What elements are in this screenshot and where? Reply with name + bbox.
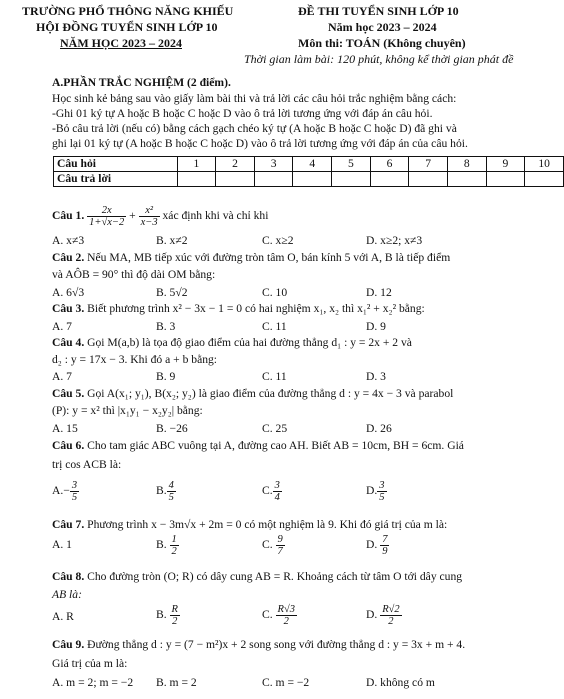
question-6: Câu 6. Cho tam giác ABC vuông tại A, đường cao AH. Biết AB = 10cm, BH = 6cm. Giá <box>52 439 464 452</box>
option-b: B. x≠2 <box>156 234 188 247</box>
question-8-line2: AB là: <box>52 588 82 601</box>
answer-cell <box>525 171 564 186</box>
option-a: A. 1 <box>52 538 72 551</box>
option-b: B. 5√2 <box>156 286 188 299</box>
answer-cell <box>293 171 332 186</box>
option-a: A. R <box>52 610 74 623</box>
question-9-line2: Giá trị của m là: <box>52 657 128 670</box>
question-7: Câu 7. Phương trình x − 3m√x + 2m = 0 có một nghiệm là 9. Khi đó giá trị của m là: <box>52 518 448 531</box>
option-a: A. 6√3 <box>52 286 85 299</box>
option-a: A. m = 2; m = −2 <box>52 676 134 689</box>
option-d: D. $\frac{R√2}{2}$ <box>366 604 400 628</box>
option-c: C. $\frac{3}{4}$ <box>262 480 280 504</box>
table-number: 6 <box>370 157 409 172</box>
table-number: 2 <box>216 157 255 172</box>
answer-table-header-row <box>54 157 564 172</box>
option-b: B. $\frac{4}{5}$ <box>156 480 174 504</box>
question-5: Câu 5. Gọi A(x₁; y₁), B(x₂; y₂) là giao điểm của đường thẳng d : y = 4x − 3 và parabol <box>52 387 454 400</box>
option-d: D. x≥2; x≠3 <box>366 234 423 247</box>
option-d: D. 9 <box>366 320 386 333</box>
option-d: D. 26 <box>366 422 392 435</box>
option-d: D. không có m <box>366 676 435 689</box>
option-c: C. 11 <box>262 320 287 333</box>
option-d: D. $\frac{3}{5}$ <box>366 480 385 504</box>
answer-cell <box>409 171 448 186</box>
table-label-question: Câu hỏi <box>54 157 178 172</box>
instruction-line: -Ghi 01 ký tự A hoặc B hoặc C hoặc D vào ô trả lời tương ứng với đáp án câu hỏi. <box>52 107 433 120</box>
option-d: D. $\frac{7}{9}$ <box>366 534 388 558</box>
question-3: Câu 3. Biết phương trình x² − 3x − 1 = 0 có hai nghiệm x₁, x₂ thì x₁² + x₂² bằng: <box>52 302 425 315</box>
fraction: $\frac{2x}{1+√x-2}$ <box>89 205 125 229</box>
table-label-answer: Câu trả lời <box>54 171 178 186</box>
question-4-line2: d₂ : y = 17x − 3. Khi đó a + b bằng: <box>52 353 218 366</box>
answer-table-answer-row <box>54 171 564 186</box>
answer-cell <box>447 171 486 186</box>
question-text: xác định khi và chỉ khi <box>162 209 269 223</box>
section-title: A.PHẦN TRẮC NGHIỆM (2 điểm). <box>52 76 231 89</box>
question-5-line2: (P): y = x² thì |x₁y₁ − x₂y₂| bằng: <box>52 404 203 417</box>
option-c: C. 10 <box>262 286 288 299</box>
answer-cell <box>177 171 216 186</box>
table-number: 4 <box>293 157 332 172</box>
question-2-line2: và AÔB = 90° thì độ dài OM bằng: <box>52 268 216 281</box>
option-c: C. x≥2 <box>262 234 294 247</box>
option-b: B. 3 <box>156 320 176 333</box>
subject-line: Môn thi: TOÁN (Không chuyên) <box>298 36 466 50</box>
question-2: Câu 2. Nếu MA, MB tiếp xúc với đường tròn tâm O, bán kính 5 với A, B là tiếp điểm <box>52 251 451 264</box>
option-a: A. x≠3 <box>52 234 85 247</box>
exam-title: ĐỀ THI TUYỂN SINH LỚP 10 <box>298 4 459 18</box>
option-b: B. m = 2 <box>156 676 197 689</box>
option-b: B. 9 <box>156 370 176 383</box>
answer-cell <box>370 171 409 186</box>
instruction-line: -Bỏ câu trả lời (nếu có) bằng cách gạch chéo ký tự (A hoặc B hoặc C hoặc D) đã ghi và <box>52 122 457 135</box>
option-c: C. 11 <box>262 370 287 383</box>
school-name: TRƯỜNG PHỔ THÔNG NĂNG KHIẾU <box>22 4 234 18</box>
answer-table <box>53 156 564 187</box>
table-number: 10 <box>525 157 564 172</box>
option-a: A. 15 <box>52 422 78 435</box>
option-c: C. $\frac{R√3}{2}$ <box>262 604 295 628</box>
answer-cell <box>486 171 525 186</box>
question-9: Câu 9. Đường thẳng d : y = (7 − m²)x + 2 song song với đường thẳng d : y = 3x + m + 4. <box>52 638 466 651</box>
school-year-right: Năm học 2023 – 2024 <box>328 20 437 34</box>
instruction-line: ghi lại 01 ký tự (A hoặc B hoặc C hoặc D) vào ô trả lời tương ứng với đáp án của câu hỏi. <box>52 137 468 150</box>
option-d: D. 3 <box>366 370 386 383</box>
option-c: C. 25 <box>262 422 288 435</box>
option-a: A. 7 <box>52 320 72 333</box>
answer-cell <box>216 171 255 186</box>
table-number: 5 <box>332 157 371 172</box>
option-b: B. $\frac{1}{2}$ <box>156 534 177 558</box>
option-c: C. m = −2 <box>262 676 310 689</box>
table-number: 1 <box>177 157 216 172</box>
council-name: HỘI ĐỒNG TUYỂN SINH LỚP 10 <box>36 20 218 34</box>
school-year-left: NĂM HỌC 2023 – 2024 <box>60 36 182 50</box>
option-a: A. 7 <box>52 370 72 383</box>
instruction-line: Học sinh kẻ bảng sau vào giấy làm bài thi và trả lời các câu hỏi trắc nghiệm bằng cách: <box>52 92 457 105</box>
option-a: A.− $\frac{3}{5}$ <box>52 480 78 504</box>
option-d: D. 12 <box>366 286 392 299</box>
question-1: Câu 1. $\frac{2x}{1+√x-2}$ + $\frac{\text{x²}}{x-3}$ xác định khi và chỉ khi <box>52 205 269 229</box>
option-b: B. −26 <box>156 422 188 435</box>
answer-cell <box>332 171 371 186</box>
table-number: 7 <box>409 157 448 172</box>
option-c: C. $\frac{9}{7}$ <box>262 534 283 558</box>
question-6-line2: trị cos ACB là: <box>52 458 122 471</box>
time-line: Thời gian làm bài: 120 phút, không kể thời gian phát đề <box>244 52 514 66</box>
question-4: Câu 4. Gọi M(a,b) là tọa độ giao điểm của hai đường thẳng d₁ : y = 2x + 2 và <box>52 336 412 349</box>
table-number: 9 <box>486 157 525 172</box>
table-number: 3 <box>254 157 293 172</box>
question-label: Câu 1. <box>52 209 85 223</box>
answer-cell <box>254 171 293 186</box>
fraction: $\frac{\text{x²}}{x-3}$ <box>140 205 158 229</box>
table-number: 8 <box>447 157 486 172</box>
question-8: Câu 8. Cho đường tròn (O; R) có dây cung AB = R. Khoảng cách từ tâm O tới dây cung <box>52 570 463 583</box>
option-b: B. $\frac{R}{2}$ <box>156 604 178 628</box>
